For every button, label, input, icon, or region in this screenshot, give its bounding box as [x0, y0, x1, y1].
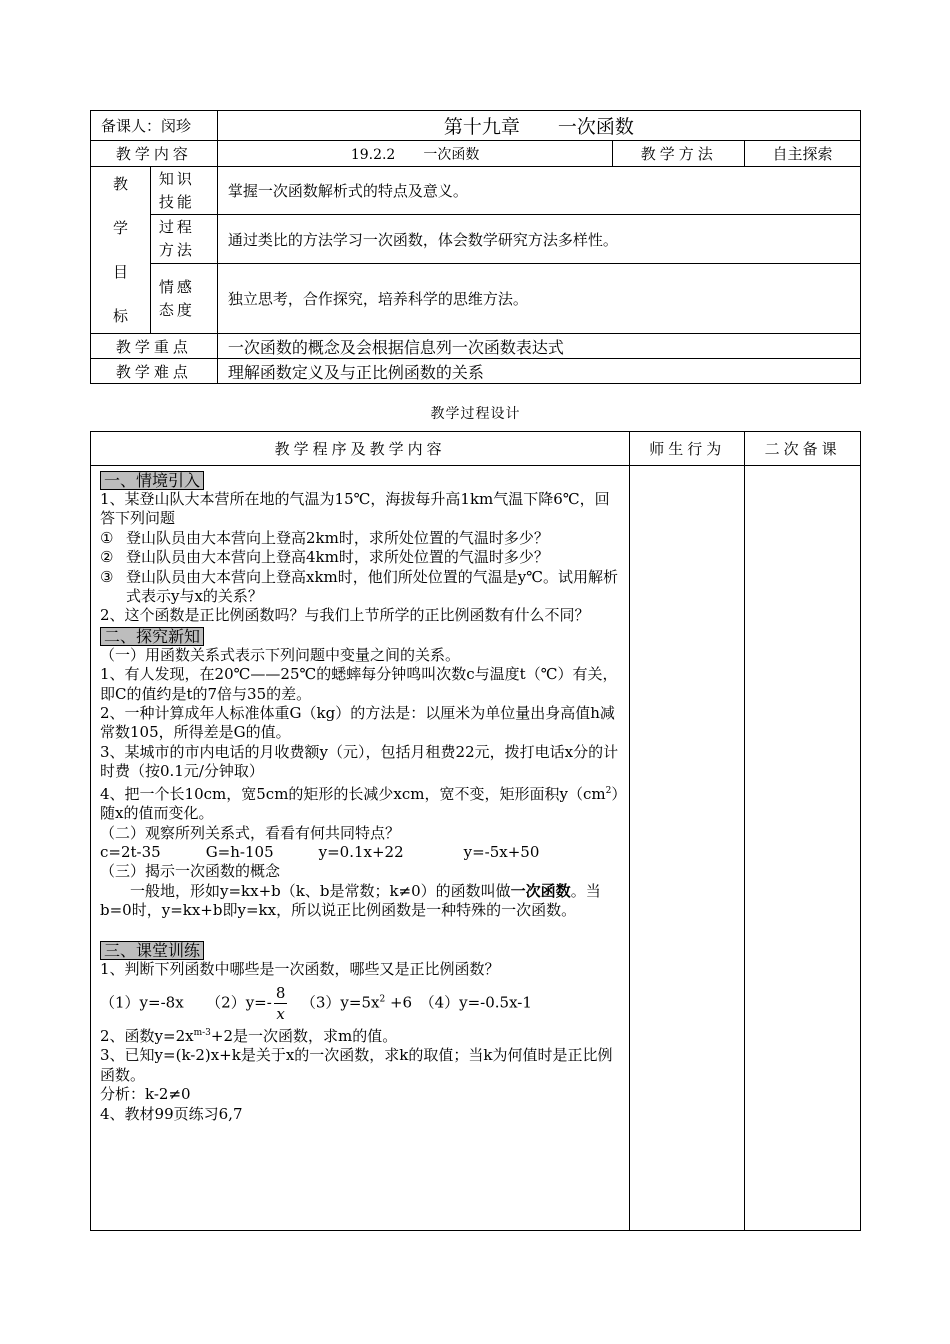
- goals-label-char: 标: [112, 307, 128, 325]
- difficulty-label: 教学难点: [91, 359, 218, 384]
- paragraph: （三）揭示一次函数的概念: [100, 862, 281, 881]
- section-title: 三、课堂训练: [100, 941, 204, 960]
- preparer: 备课人：闵珍: [91, 111, 218, 141]
- col-header-behavior: 师生行为: [630, 432, 745, 466]
- goals-label: [91, 167, 151, 334]
- goal-category-attitude: 情感 态度: [150, 264, 217, 334]
- goals-label-char: 目: [112, 263, 128, 281]
- definition: 一般地，形如y=kx+b（k、b是常数；k≠0）的函数叫做一次函数。当b=0时，y=kx+b即y=kx，所以说正比例函数是一种特殊的一次函数。: [100, 881, 601, 920]
- paragraph: 1、有人发现，在20℃——25℃的蟋蟀每分钟鸣叫次数c与温度t（℃）有关，即C的值约是t的7倍与35的差。: [100, 665, 618, 703]
- options-line: （1）y=-8x （2）y=- $\frac{8}{x}$ $(3)y=5x^2 +6$ （4）y=-0.5x-1: [100, 983, 532, 1023]
- goals-label-char: 学: [112, 219, 128, 237]
- paragraph: 4、把一个长10cm，宽5cm的矩形的长减少xcm，宽不变，矩形面积$y(cm^2)$随x的值而变化。: [100, 784, 619, 823]
- process-table: [90, 431, 861, 1231]
- goal-attitude-text: 独立思考，合作探究，培养科学的思维方法。: [217, 264, 860, 334]
- content-value: 19.2.2 一次函数: [217, 141, 612, 167]
- list-item: ① 登山队员由大本营向上登高2km时，求所处位置的气温时多少？: [100, 528, 549, 547]
- method-label: 教学方法: [613, 141, 745, 167]
- section-title: 二、探究新知: [100, 627, 204, 646]
- content-label: 教学内容: [91, 141, 218, 167]
- chapter-title: 第十九章 一次函数: [217, 111, 860, 141]
- goal-knowledge-text: 掌握一次函数解析式的特点及意义。: [217, 167, 860, 215]
- col-header-content: 教学程序及教学内容: [91, 432, 630, 466]
- lesson-header-table: [90, 110, 861, 384]
- paragraph: （一）用函数关系式表示下列问题中变量之间的关系。: [100, 645, 461, 664]
- paragraph: 2、这个函数是正比例函数吗？与我们上节所学的正比例函数有什么不同？: [100, 606, 590, 625]
- paragraph: 4、教材99页练习6,7: [100, 1104, 243, 1123]
- goal-process-text: 通过类比的方法学习一次函数，体会数学研究方法多样性。: [217, 215, 860, 264]
- paragraph: 1、某登山队大本营所在地的气温为15℃，海拔每升高1km气温下降6℃，回答下列问题: [100, 490, 610, 528]
- paragraph: 分析：k-2≠0: [100, 1085, 191, 1104]
- paragraph: 2、函数$y=2x^{m-3}+2$是一次函数，求m的值。: [100, 1026, 398, 1045]
- process-content: [91, 466, 630, 1231]
- revision-cell: [745, 466, 861, 1231]
- behavior-cell: [630, 466, 745, 1231]
- col-header-revision: 二次备课: [745, 432, 861, 466]
- method-value: 自主探索: [745, 141, 861, 167]
- list-item: ③ 登山队员由大本营向上登高xkm时，他们所处位置的气温是y℃。试用解析式表示y与x的关系？: [100, 567, 619, 606]
- difficulty-text: 理解函数定义及与正比例函数的关系: [217, 359, 860, 384]
- paragraph: 3、已知y=(k-2)x+k是关于x的一次函数，求k的取值；当k为何值时是正比例函数。: [100, 1046, 613, 1084]
- fraction: $\frac{8}{x}$: [275, 983, 286, 1023]
- paragraph: 2、一种计算成年人标准体重G（kg）的方法是：以厘米为单位量出身高值h减常数105，所得差是G的值。: [100, 704, 615, 742]
- section-title: 一、情境引入: [100, 471, 204, 490]
- process-title: 教学过程设计: [430, 406, 521, 422]
- key-point-label: 教学重点: [91, 334, 218, 359]
- list-item: ② 登山队员由大本营向上登高4km时，求所处位置的气温时多少？: [100, 548, 549, 567]
- goals-label-char: 教: [112, 175, 128, 193]
- formula-line: c=2t-35 G=h-105 y=0.1x+22 y=-5x+50: [100, 842, 540, 861]
- goal-category-knowledge: 知识 技能: [150, 167, 217, 215]
- goal-category-process: 过程 方法: [150, 215, 217, 264]
- paragraph: 3、某城市的市内电话的月收费额y（元），包括月租费22元，拨打电话x分的计时费（按0.1元/分钟取）: [100, 742, 619, 781]
- key-point-text: 一次函数的概念及会根据信息列一次函数表达式: [217, 334, 860, 359]
- paragraph: （二）观察所列关系式，看看有何共同特点？: [100, 823, 401, 842]
- paragraph: 1、判断下列函数中哪些是一次函数，哪些又是正比例函数？: [100, 959, 500, 978]
